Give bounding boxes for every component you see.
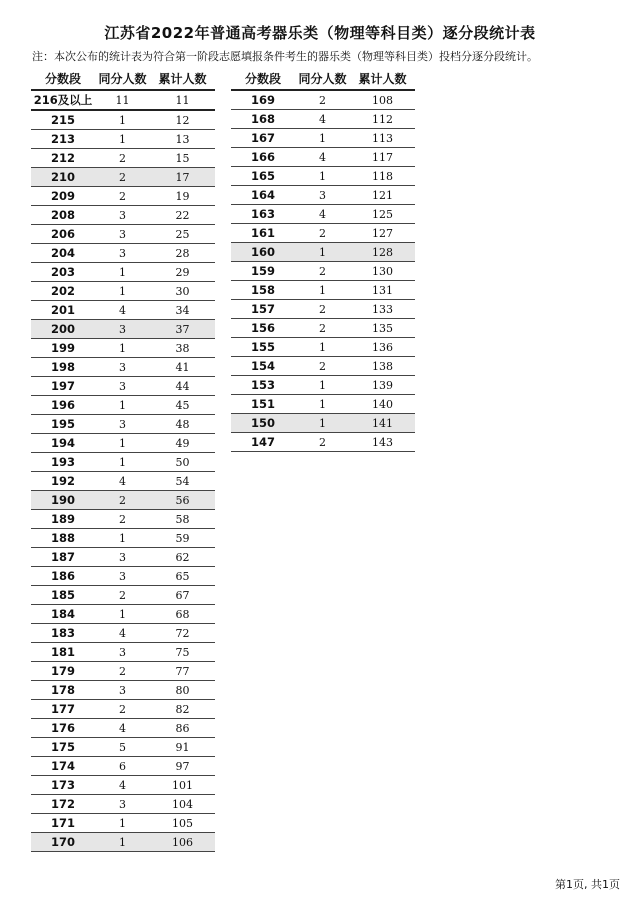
same-score-count-cell: 1 bbox=[95, 453, 150, 472]
same-score-count-cell: 2 bbox=[295, 357, 350, 376]
cumulative-count-cell: 101 bbox=[150, 776, 215, 795]
same-score-count-cell: 3 bbox=[95, 244, 150, 263]
table-row bbox=[231, 414, 415, 433]
same-score-count-cell: 1 bbox=[295, 281, 350, 300]
cumulative-count-cell: 62 bbox=[150, 548, 215, 567]
score-segment-cell: 210 bbox=[31, 168, 95, 187]
score-segment-cell: 177 bbox=[31, 700, 95, 719]
score-segment-cell: 185 bbox=[31, 586, 95, 605]
table-row bbox=[31, 491, 215, 510]
score-segment-cell: 199 bbox=[31, 339, 95, 358]
table-row bbox=[231, 186, 415, 205]
score-segment-cell: 167 bbox=[231, 129, 295, 148]
table-row bbox=[31, 719, 215, 738]
cumulative-count-cell: 135 bbox=[350, 319, 415, 338]
table-row bbox=[31, 301, 215, 320]
table-row bbox=[231, 395, 415, 414]
same-score-count-cell: 1 bbox=[95, 605, 150, 624]
score-segment-cell: 176 bbox=[31, 719, 95, 738]
table-row bbox=[231, 129, 415, 148]
cumulative-count-cell: 12 bbox=[150, 110, 215, 130]
score-segment-cell: 150 bbox=[231, 414, 295, 433]
same-score-count-cell: 3 bbox=[95, 206, 150, 225]
score-segment-cell: 215 bbox=[31, 110, 95, 130]
table-row bbox=[31, 662, 215, 681]
cumulative-count-cell: 77 bbox=[150, 662, 215, 681]
same-score-count-cell: 3 bbox=[95, 415, 150, 434]
same-score-count-cell: 1 bbox=[95, 529, 150, 548]
score-segment-cell: 173 bbox=[31, 776, 95, 795]
cumulative-count-cell: 75 bbox=[150, 643, 215, 662]
header-cumulative: 累计人数 bbox=[350, 67, 415, 90]
page-title: 江苏省2022年普通高考器乐类（物理等科目类）逐分段统计表 bbox=[104, 24, 536, 42]
table-row bbox=[31, 567, 215, 586]
score-segment-cell: 168 bbox=[231, 110, 295, 129]
same-score-count-cell: 3 bbox=[295, 186, 350, 205]
cumulative-count-cell: 58 bbox=[150, 510, 215, 529]
same-score-count-cell: 1 bbox=[95, 282, 150, 301]
same-score-count-cell: 2 bbox=[295, 224, 350, 243]
header-segment: 分数段 bbox=[31, 67, 95, 90]
table-row bbox=[231, 300, 415, 319]
score-segment-cell: 194 bbox=[31, 434, 95, 453]
same-score-count-cell: 3 bbox=[95, 795, 150, 814]
table-row bbox=[231, 376, 415, 395]
table-row bbox=[31, 795, 215, 814]
table-row bbox=[31, 130, 215, 149]
table-row bbox=[31, 110, 215, 130]
table-row bbox=[31, 814, 215, 833]
cumulative-count-cell: 127 bbox=[350, 224, 415, 243]
table-row bbox=[231, 281, 415, 300]
header-segment: 分数段 bbox=[231, 67, 295, 90]
score-segment-cell: 166 bbox=[231, 148, 295, 167]
same-score-count-cell: 4 bbox=[95, 719, 150, 738]
same-score-count-cell: 1 bbox=[95, 110, 150, 130]
table-row bbox=[31, 263, 215, 282]
same-score-count-cell: 2 bbox=[95, 510, 150, 529]
score-segment-cell: 198 bbox=[31, 358, 95, 377]
table-row bbox=[31, 206, 215, 225]
table-row bbox=[31, 339, 215, 358]
table-row bbox=[31, 187, 215, 206]
score-segment-cell: 154 bbox=[231, 357, 295, 376]
same-score-count-cell: 1 bbox=[295, 243, 350, 262]
same-score-count-cell: 3 bbox=[95, 377, 150, 396]
same-score-count-cell: 1 bbox=[295, 338, 350, 357]
cumulative-count-cell: 30 bbox=[150, 282, 215, 301]
cumulative-count-cell: 29 bbox=[150, 263, 215, 282]
cumulative-count-cell: 65 bbox=[150, 567, 215, 586]
cumulative-count-cell: 50 bbox=[150, 453, 215, 472]
table-row bbox=[31, 605, 215, 624]
score-segment-cell: 157 bbox=[231, 300, 295, 319]
cumulative-count-cell: 34 bbox=[150, 301, 215, 320]
same-score-count-cell: 4 bbox=[295, 110, 350, 129]
same-score-count-cell: 4 bbox=[95, 301, 150, 320]
table-header-row bbox=[231, 67, 415, 90]
table-row bbox=[31, 643, 215, 662]
score-segment-cell: 169 bbox=[231, 90, 295, 110]
score-segment-cell: 178 bbox=[31, 681, 95, 700]
cumulative-count-cell: 117 bbox=[350, 148, 415, 167]
table-body-right bbox=[231, 90, 415, 452]
cumulative-count-cell: 128 bbox=[350, 243, 415, 262]
page-footer: 第1页, 共1页 bbox=[555, 878, 620, 891]
score-segment-cell: 202 bbox=[31, 282, 95, 301]
score-segment-cell: 156 bbox=[231, 319, 295, 338]
score-segment-cell: 184 bbox=[31, 605, 95, 624]
score-segment-cell: 160 bbox=[231, 243, 295, 262]
score-segment-cell: 188 bbox=[31, 529, 95, 548]
score-segment-cell: 201 bbox=[31, 301, 95, 320]
header-cumulative: 累计人数 bbox=[150, 67, 215, 90]
same-score-count-cell: 3 bbox=[95, 225, 150, 244]
cumulative-count-cell: 19 bbox=[150, 187, 215, 206]
score-segment-cell: 153 bbox=[231, 376, 295, 395]
table-row bbox=[31, 624, 215, 643]
cumulative-count-cell: 11 bbox=[150, 90, 215, 110]
score-segment-cell: 196 bbox=[31, 396, 95, 415]
cumulative-count-cell: 130 bbox=[350, 262, 415, 281]
table-row bbox=[231, 167, 415, 186]
cumulative-count-cell: 80 bbox=[150, 681, 215, 700]
cumulative-count-cell: 143 bbox=[350, 433, 415, 452]
cumulative-count-cell: 67 bbox=[150, 586, 215, 605]
table-row bbox=[31, 738, 215, 757]
table-row bbox=[31, 358, 215, 377]
cumulative-count-cell: 104 bbox=[150, 795, 215, 814]
cumulative-count-cell: 22 bbox=[150, 206, 215, 225]
table-row bbox=[31, 168, 215, 187]
same-score-count-cell: 2 bbox=[95, 491, 150, 510]
same-score-count-cell: 4 bbox=[95, 776, 150, 795]
table-body-left bbox=[31, 90, 215, 852]
table-row bbox=[31, 225, 215, 244]
score-segment-cell: 151 bbox=[231, 395, 295, 414]
same-score-count-cell: 1 bbox=[95, 396, 150, 415]
cumulative-count-cell: 136 bbox=[350, 338, 415, 357]
score-segment-cell: 204 bbox=[31, 244, 95, 263]
same-score-count-cell: 6 bbox=[95, 757, 150, 776]
table-row bbox=[31, 282, 215, 301]
table-row bbox=[31, 90, 215, 110]
cumulative-count-cell: 91 bbox=[150, 738, 215, 757]
table-row bbox=[31, 529, 215, 548]
same-score-count-cell: 3 bbox=[95, 358, 150, 377]
same-score-count-cell: 1 bbox=[95, 833, 150, 852]
cumulative-count-cell: 138 bbox=[350, 357, 415, 376]
table-row bbox=[31, 757, 215, 776]
same-score-count-cell: 2 bbox=[295, 433, 350, 452]
table-row bbox=[31, 244, 215, 263]
score-segment-cell: 203 bbox=[31, 263, 95, 282]
same-score-count-cell: 2 bbox=[295, 262, 350, 281]
score-segment-cell: 183 bbox=[31, 624, 95, 643]
same-score-count-cell: 2 bbox=[95, 168, 150, 187]
table-row bbox=[31, 548, 215, 567]
score-segment-cell: 170 bbox=[31, 833, 95, 852]
table-row bbox=[231, 262, 415, 281]
table-row bbox=[231, 90, 415, 110]
score-segment-cell: 171 bbox=[31, 814, 95, 833]
table-row bbox=[31, 149, 215, 168]
same-score-count-cell: 1 bbox=[295, 167, 350, 186]
same-score-count-cell: 2 bbox=[295, 90, 350, 110]
score-segment-cell: 187 bbox=[31, 548, 95, 567]
table-row bbox=[31, 510, 215, 529]
same-score-count-cell: 5 bbox=[95, 738, 150, 757]
cumulative-count-cell: 44 bbox=[150, 377, 215, 396]
score-segment-cell: 161 bbox=[231, 224, 295, 243]
same-score-count-cell: 11 bbox=[95, 90, 150, 110]
score-table-left bbox=[31, 67, 215, 852]
score-segment-cell: 189 bbox=[31, 510, 95, 529]
score-segment-cell: 209 bbox=[31, 187, 95, 206]
table-row bbox=[31, 396, 215, 415]
cumulative-count-cell: 15 bbox=[150, 149, 215, 168]
table-row bbox=[231, 224, 415, 243]
table-row bbox=[31, 700, 215, 719]
score-segment-cell: 165 bbox=[231, 167, 295, 186]
cumulative-count-cell: 28 bbox=[150, 244, 215, 263]
score-segment-cell: 192 bbox=[31, 472, 95, 491]
table-row bbox=[31, 681, 215, 700]
same-score-count-cell: 1 bbox=[295, 395, 350, 414]
score-segment-cell: 158 bbox=[231, 281, 295, 300]
table-row bbox=[231, 319, 415, 338]
table-row bbox=[231, 205, 415, 224]
score-segment-cell: 190 bbox=[31, 491, 95, 510]
table-note: 注：本次公布的统计表为符合第一阶段志愿填报条件考生的器乐类（物理等科目类）投档分逐分段统计。 bbox=[32, 50, 538, 63]
cumulative-count-cell: 59 bbox=[150, 529, 215, 548]
score-segment-cell: 195 bbox=[31, 415, 95, 434]
table-row bbox=[31, 320, 215, 339]
cumulative-count-cell: 125 bbox=[350, 205, 415, 224]
score-segment-cell: 163 bbox=[231, 205, 295, 224]
score-segment-cell: 159 bbox=[231, 262, 295, 281]
same-score-count-cell: 1 bbox=[95, 814, 150, 833]
same-score-count-cell: 3 bbox=[95, 320, 150, 339]
table-row bbox=[31, 833, 215, 852]
cumulative-count-cell: 17 bbox=[150, 168, 215, 187]
score-segment-cell: 147 bbox=[231, 433, 295, 452]
table-row bbox=[31, 377, 215, 396]
same-score-count-cell: 3 bbox=[95, 681, 150, 700]
cumulative-count-cell: 25 bbox=[150, 225, 215, 244]
cumulative-count-cell: 41 bbox=[150, 358, 215, 377]
same-score-count-cell: 3 bbox=[95, 643, 150, 662]
cumulative-count-cell: 131 bbox=[350, 281, 415, 300]
same-score-count-cell: 1 bbox=[95, 339, 150, 358]
table-row bbox=[31, 434, 215, 453]
same-score-count-cell: 4 bbox=[95, 624, 150, 643]
same-score-count-cell: 4 bbox=[295, 205, 350, 224]
cumulative-count-cell: 13 bbox=[150, 130, 215, 149]
table-row bbox=[231, 243, 415, 262]
same-score-count-cell: 1 bbox=[95, 434, 150, 453]
same-score-count-cell: 2 bbox=[95, 700, 150, 719]
cumulative-count-cell: 38 bbox=[150, 339, 215, 358]
table-header-row bbox=[31, 67, 215, 90]
cumulative-count-cell: 37 bbox=[150, 320, 215, 339]
cumulative-count-cell: 113 bbox=[350, 129, 415, 148]
same-score-count-cell: 3 bbox=[95, 548, 150, 567]
score-segment-cell: 200 bbox=[31, 320, 95, 339]
table-row bbox=[231, 433, 415, 452]
same-score-count-cell: 1 bbox=[95, 130, 150, 149]
table-row bbox=[231, 357, 415, 376]
cumulative-count-cell: 56 bbox=[150, 491, 215, 510]
cumulative-count-cell: 105 bbox=[150, 814, 215, 833]
cumulative-count-cell: 54 bbox=[150, 472, 215, 491]
cumulative-count-cell: 139 bbox=[350, 376, 415, 395]
cumulative-count-cell: 133 bbox=[350, 300, 415, 319]
same-score-count-cell: 1 bbox=[295, 376, 350, 395]
cumulative-count-cell: 118 bbox=[350, 167, 415, 186]
same-score-count-cell: 3 bbox=[95, 567, 150, 586]
cumulative-count-cell: 49 bbox=[150, 434, 215, 453]
cumulative-count-cell: 72 bbox=[150, 624, 215, 643]
table-row bbox=[231, 110, 415, 129]
score-segment-cell: 186 bbox=[31, 567, 95, 586]
cumulative-count-cell: 141 bbox=[350, 414, 415, 433]
same-score-count-cell: 2 bbox=[95, 149, 150, 168]
same-score-count-cell: 2 bbox=[95, 662, 150, 681]
cumulative-count-cell: 48 bbox=[150, 415, 215, 434]
score-segment-cell: 193 bbox=[31, 453, 95, 472]
score-segment-cell: 174 bbox=[31, 757, 95, 776]
same-score-count-cell: 2 bbox=[295, 300, 350, 319]
cumulative-count-cell: 97 bbox=[150, 757, 215, 776]
table-row bbox=[231, 338, 415, 357]
score-segment-cell: 155 bbox=[231, 338, 295, 357]
cumulative-count-cell: 86 bbox=[150, 719, 215, 738]
same-score-count-cell: 1 bbox=[295, 414, 350, 433]
cumulative-count-cell: 45 bbox=[150, 396, 215, 415]
same-score-count-cell: 2 bbox=[95, 187, 150, 206]
same-score-count-cell: 2 bbox=[295, 319, 350, 338]
same-score-count-cell: 4 bbox=[295, 148, 350, 167]
cumulative-count-cell: 68 bbox=[150, 605, 215, 624]
header-count: 同分人数 bbox=[295, 67, 350, 90]
same-score-count-cell: 4 bbox=[95, 472, 150, 491]
score-segment-cell: 213 bbox=[31, 130, 95, 149]
table-row bbox=[31, 586, 215, 605]
header-count: 同分人数 bbox=[95, 67, 150, 90]
cumulative-count-cell: 82 bbox=[150, 700, 215, 719]
table-row bbox=[31, 472, 215, 491]
same-score-count-cell: 1 bbox=[295, 129, 350, 148]
score-segment-cell: 212 bbox=[31, 149, 95, 168]
score-segment-cell: 172 bbox=[31, 795, 95, 814]
same-score-count-cell: 1 bbox=[95, 263, 150, 282]
score-segment-cell: 175 bbox=[31, 738, 95, 757]
cumulative-count-cell: 106 bbox=[150, 833, 215, 852]
cumulative-count-cell: 108 bbox=[350, 90, 415, 110]
score-segment-cell: 206 bbox=[31, 225, 95, 244]
score-segment-cell: 208 bbox=[31, 206, 95, 225]
table-row bbox=[231, 148, 415, 167]
table-row bbox=[31, 415, 215, 434]
cumulative-count-cell: 112 bbox=[350, 110, 415, 129]
score-segment-cell: 197 bbox=[31, 377, 95, 396]
score-segment-cell: 181 bbox=[31, 643, 95, 662]
cumulative-count-cell: 140 bbox=[350, 395, 415, 414]
cumulative-count-cell: 121 bbox=[350, 186, 415, 205]
same-score-count-cell: 2 bbox=[95, 586, 150, 605]
score-segment-cell: 216及以上 bbox=[31, 90, 95, 110]
table-row bbox=[31, 453, 215, 472]
table-row bbox=[31, 776, 215, 795]
score-table-right bbox=[231, 67, 415, 452]
score-segment-cell: 179 bbox=[31, 662, 95, 681]
score-segment-cell: 164 bbox=[231, 186, 295, 205]
